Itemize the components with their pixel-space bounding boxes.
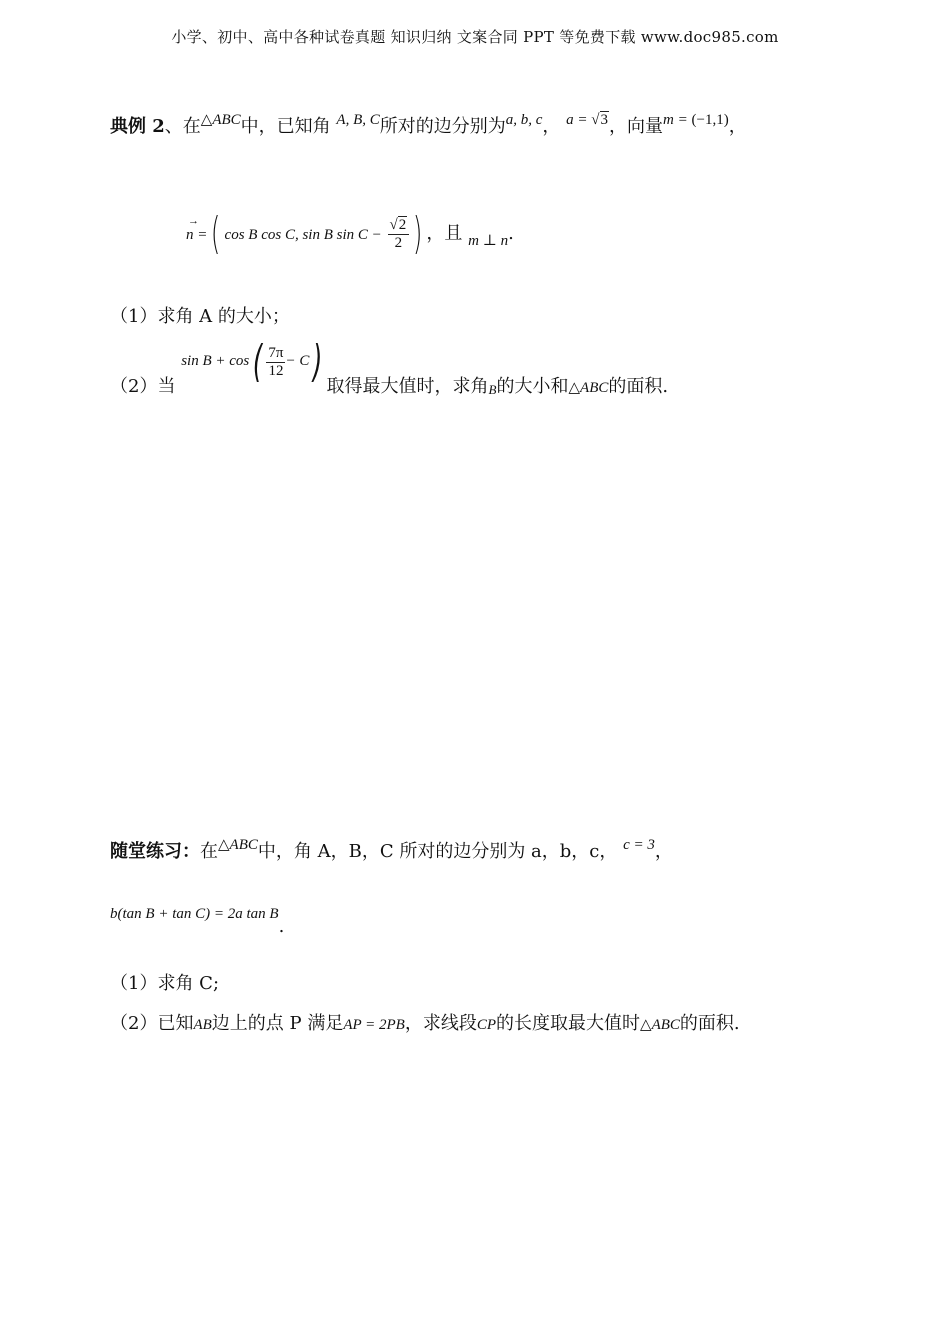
practice-line1 [110,837,673,863]
segment-cp: CP [476,1017,497,1033]
example2-line1 [110,112,747,138]
sqrt-three: √3 [591,112,609,128]
segment-ab: AB [193,1017,212,1033]
triangle-abc: △ABC [568,380,609,397]
q2-end: 的面积. [608,376,669,398]
perpendicular-condition: m ⊥ n [468,233,509,249]
comma: ， [654,841,673,862]
q2-prefix: （2）当 [110,376,176,398]
angle-b: B [488,382,497,398]
q2-mid2: 的大小和 [496,376,569,398]
comma: ， [728,116,747,137]
q2-end: 的面积. [679,1013,740,1034]
q2-text-b: 边上的点 P 满足 [211,1013,344,1034]
n-vector-components: cos B cos C, sin B sin C − [224,227,382,243]
m-vector: m = (−1,1) [663,112,729,128]
n-vector-lhs: → n = [186,215,208,243]
practice-equation: b(tan B + tan C) = 2a tan B [110,906,279,922]
sides-abc: a, b, c [505,112,543,128]
example2-label: 典例 2 [110,116,165,137]
q2-expression: sin B + cos( $\frac{7\pi}{12}$ − C) [181,336,323,387]
q2-prefix: （2）已知 [110,1013,194,1034]
sqrt2-over-2: $\frac{√2}{2}$ [388,217,410,252]
practice-condition: 中，角 A，B，C 所对的边分别为 a，b，c， [257,841,618,862]
triangle-abc: △ABC [200,112,241,128]
c-equation: c = 3 [623,837,655,853]
text-in: 在 [200,841,218,862]
example2-question1: （1）求角 A 的大小； [110,306,290,327]
text-sides: 所对的边分别为 [379,116,506,137]
n-vector-line: → n =( cos B cos C, sin B sin C − $\frac{√2}{2}$ ) ，且 $_{m \perp n}$. [186,208,514,259]
q2-text-d: 的长度取最大值时 [496,1013,641,1034]
q2-mid: 取得最大值时，求角 [326,376,489,398]
triangle-abc: △ABC [218,837,258,853]
example2-question2 [110,336,669,398]
angles-abc: A, B, C [336,112,380,128]
period: . [508,223,514,244]
text-and: ，且 [426,223,463,244]
text-vector: ，向量 [609,116,664,137]
comma: ， [542,116,561,137]
a-equation: a = √3 [566,112,609,128]
practice-question2 [110,1009,740,1035]
page-header: 小学、初中、高中各种试卷真题 知识归纳 文案合同 PPT 等免费下载 www.doc985.com [171,28,779,46]
text-in: 在 [182,116,201,137]
text-known-angles: 中，已知角 [240,116,331,137]
q2-text-c: ，求线段 [404,1013,477,1034]
practice-question1: （1）求角 C; [110,973,220,994]
ap-equation: AP = 2PB [343,1017,405,1033]
practice-label: 随堂练习： [110,841,200,862]
separator: 、 [164,116,183,137]
triangle-abc: △ABC [640,1017,680,1033]
period: . [278,916,285,937]
practice-equation-line [110,902,285,937]
